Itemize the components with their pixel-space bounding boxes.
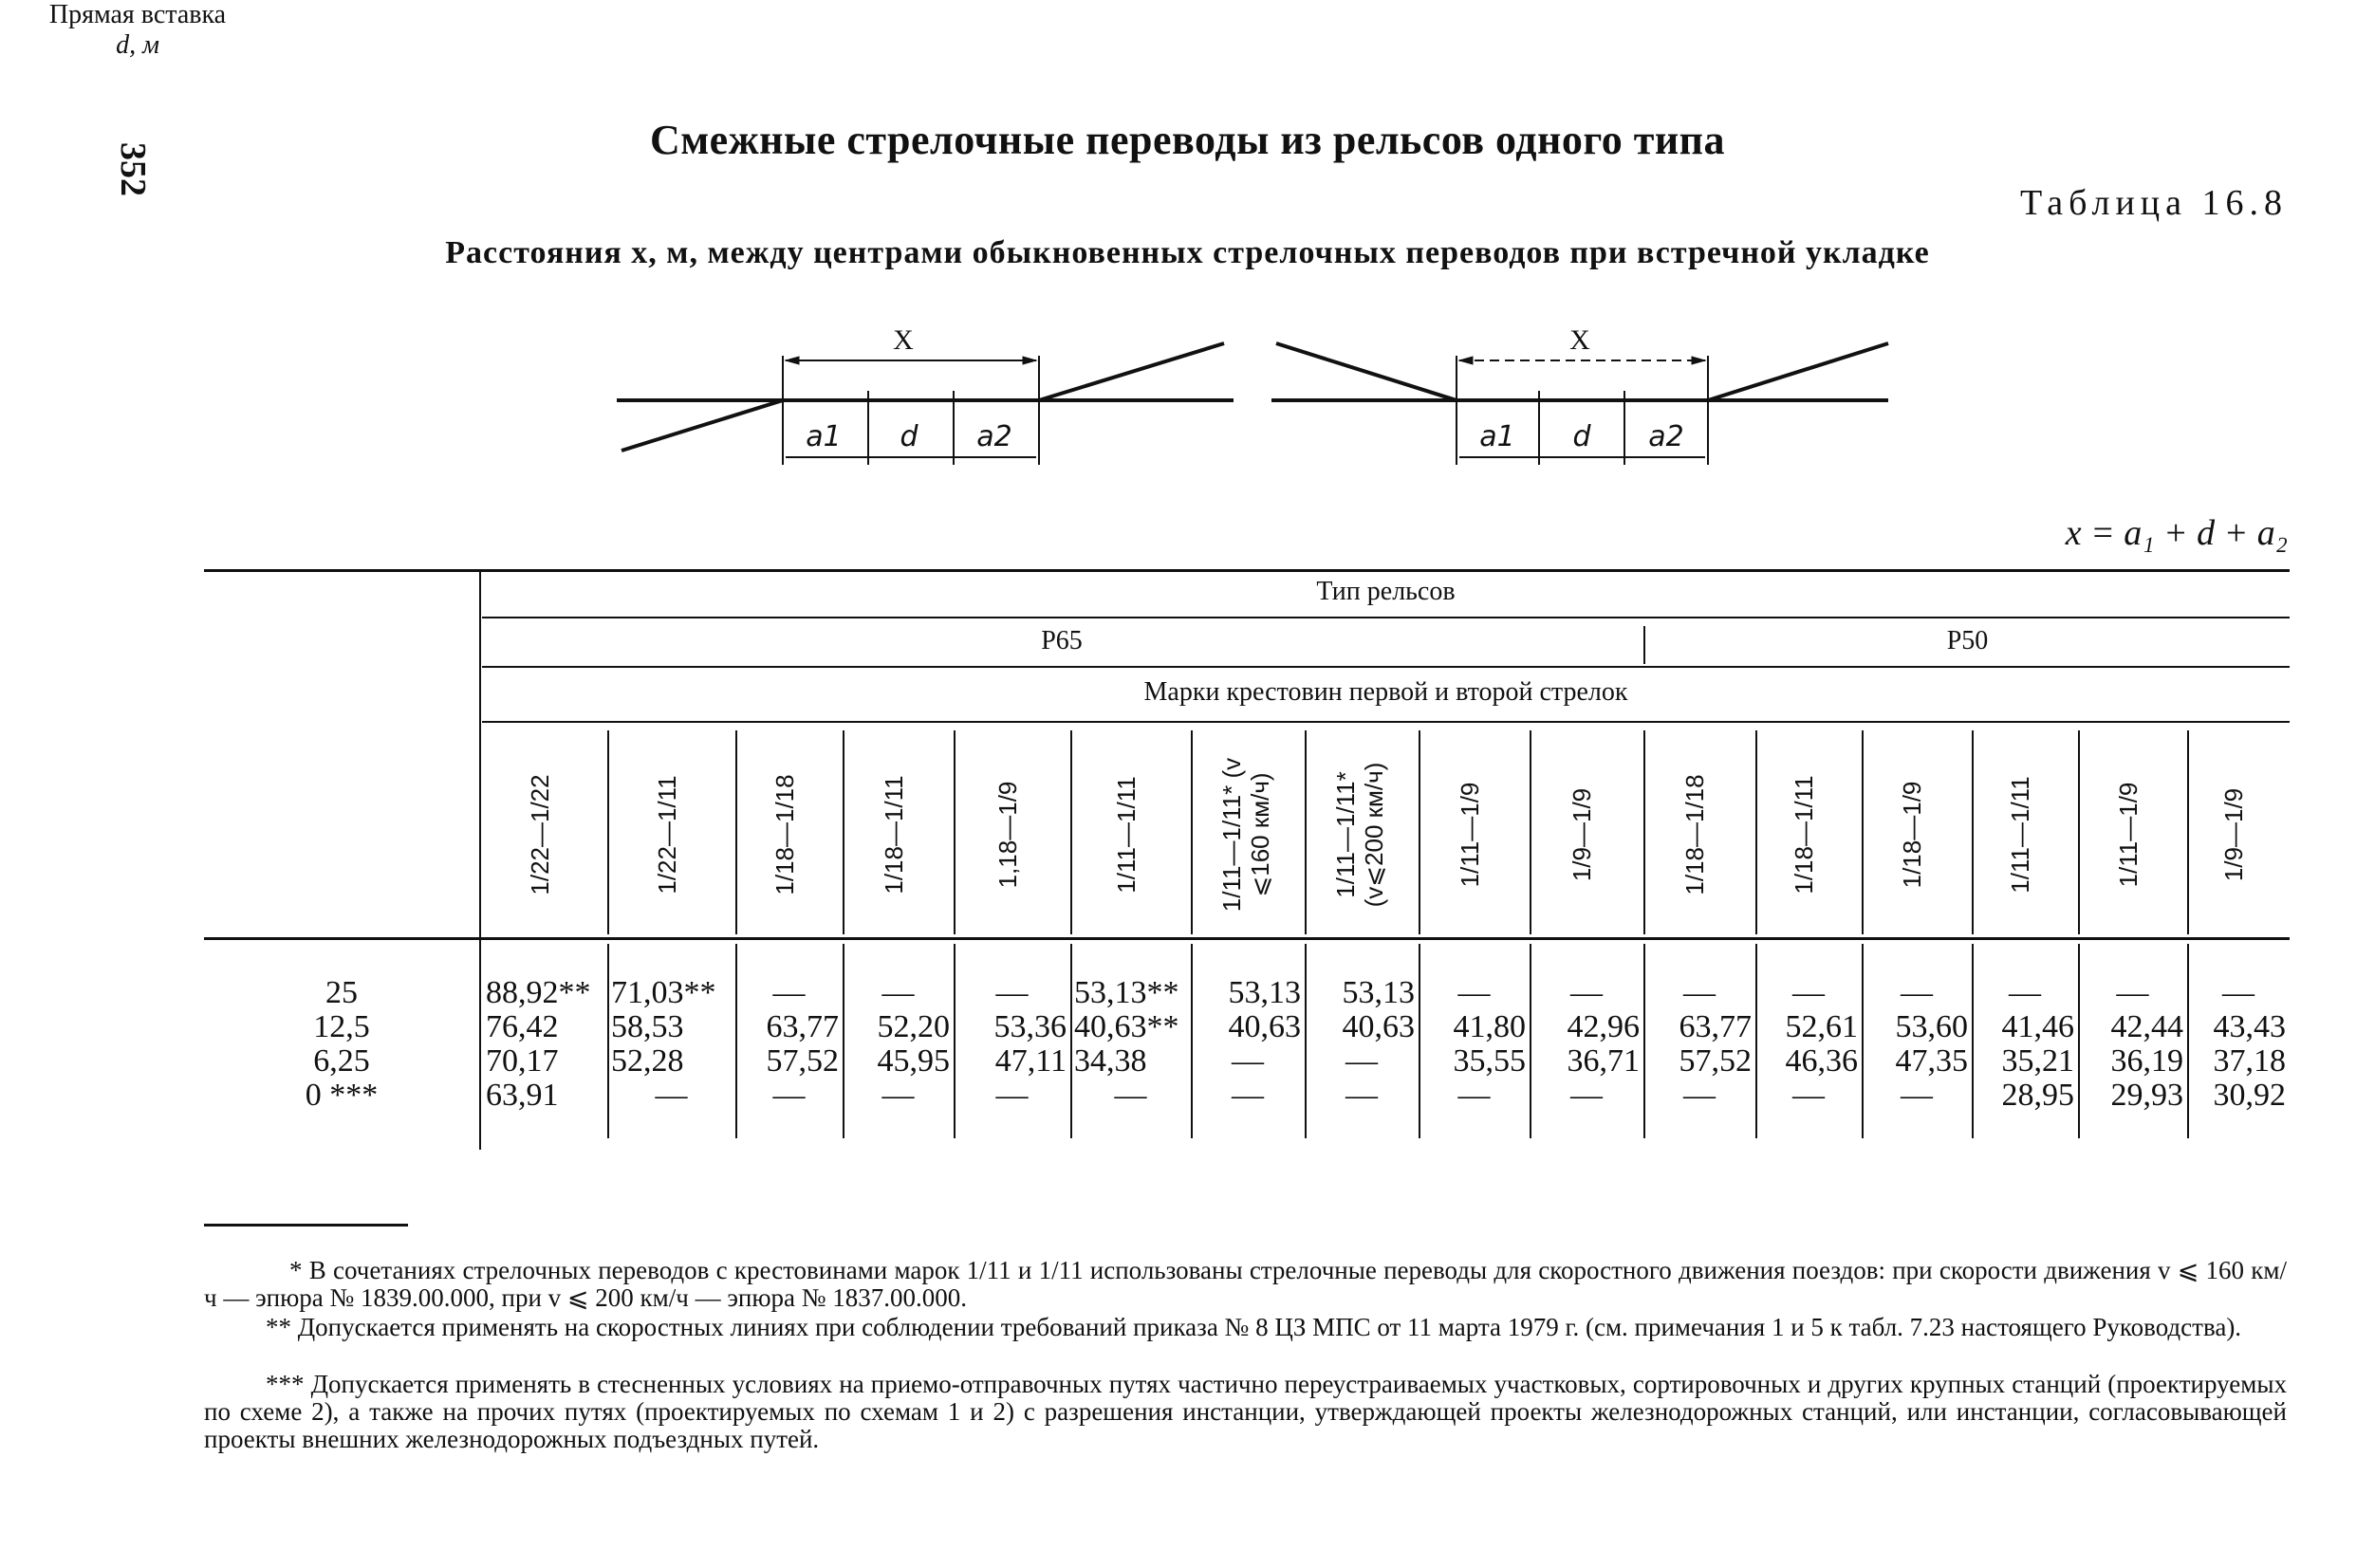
diagram-right-d-label: d bbox=[1572, 420, 1591, 453]
table-cell: — bbox=[1792, 1078, 1825, 1113]
column-header: 1/11—1/11 bbox=[1111, 776, 1141, 894]
group-header: Тип рельсов bbox=[1316, 577, 1456, 606]
column-header: 1/9—1/9 bbox=[1568, 787, 1596, 882]
diagram-right-a2-label: a2 bbox=[1648, 420, 1684, 453]
table-cell: — bbox=[995, 1078, 1029, 1113]
diagram-left-x-label: X bbox=[893, 324, 914, 356]
table-cell: 70,17 bbox=[486, 1043, 559, 1079]
table-cell: 57,52 bbox=[1679, 1043, 1752, 1079]
table-cell: 42,96 bbox=[1567, 1009, 1640, 1044]
stub-value: 25 bbox=[325, 975, 358, 1010]
table-cell: 71,03** bbox=[611, 975, 716, 1010]
table-cell: — bbox=[772, 975, 806, 1010]
column-divider bbox=[1530, 944, 1531, 1138]
table-cell: 36,71 bbox=[1567, 1043, 1640, 1079]
column-header: 1,18—1/9 bbox=[993, 781, 1022, 889]
column-header: 1/18—1/18 bbox=[1680, 774, 1709, 895]
column-header: 1/22—1/22 bbox=[526, 774, 554, 895]
table-cell: 35,55 bbox=[1453, 1043, 1526, 1079]
table-cell: — bbox=[881, 975, 915, 1010]
stub-value: 0 *** bbox=[305, 1078, 379, 1113]
diagram-right-x-label: X bbox=[1569, 324, 1590, 356]
column-divider bbox=[2078, 944, 2080, 1138]
stub-value: 12,5 bbox=[313, 1009, 370, 1044]
rail-type-r50: Р50 bbox=[1946, 626, 1989, 655]
column-divider bbox=[735, 730, 737, 934]
table-cell: — bbox=[881, 1078, 915, 1113]
table-cell: 76,42 bbox=[486, 1009, 559, 1044]
table-cell: 41,46 bbox=[2001, 1009, 2074, 1044]
column-divider bbox=[1972, 944, 1974, 1138]
table-cell: 29,93 bbox=[2110, 1078, 2183, 1113]
column-divider bbox=[1305, 730, 1307, 934]
column-divider bbox=[607, 944, 609, 1138]
footnote-3: *** Допускается применять в стесненных условиях на приемо-отправочных путях частично переустраиваемых участковых, сортировочных и других крупных станций (проектируемых по схеме 2), а также на прочих путях (проектируемых по схемам 1 и 2) с разрешения инстанции, утверждающей проекты железнодорожных станций, или инстанции, согласовывающей проекты внешних железнодорожных подъездных путей. bbox=[204, 1370, 2287, 1453]
column-divider bbox=[1070, 730, 1072, 934]
stub-header-line-2: d, м bbox=[116, 30, 159, 60]
table-cell: — bbox=[1570, 1078, 1603, 1113]
table-cell: 52,61 bbox=[1785, 1009, 1858, 1044]
column-divider bbox=[843, 730, 844, 934]
stub-value: 6,25 bbox=[313, 1043, 370, 1079]
column-header: 1/18—1/9 bbox=[1898, 781, 1926, 889]
column-header: 1/11—1/11* (v ⩽160 км/ч) bbox=[1217, 757, 1274, 913]
column-header: 1/11—1/9 bbox=[1455, 782, 1484, 888]
table-cell: — bbox=[1345, 1078, 1378, 1113]
table-cell: 47,11 bbox=[994, 1043, 1067, 1079]
column-header: 1/18—1/11 bbox=[879, 775, 908, 895]
page-number: 352 bbox=[113, 142, 153, 196]
column-divider bbox=[1862, 730, 1864, 934]
column-divider bbox=[1419, 944, 1420, 1138]
column-divider bbox=[1191, 730, 1193, 934]
footnote-rule bbox=[204, 1224, 408, 1227]
column-divider bbox=[1305, 944, 1307, 1138]
diagram-left bbox=[617, 343, 1234, 465]
column-divider bbox=[1643, 944, 1645, 1138]
footnote-1: * В сочетаниях стрелочных переводов с крестовинами марок 1/11 и 1/11 использованы стрелочные переводы для скоростного движения поездов: при скорости движения v ⩽ 160 км/ч — эпюра № 1839.00.000, при v ⩽ 200 км/ч — эпюра № 1837.00.000. bbox=[204, 1256, 2287, 1312]
diagram-left-a1-label: a1 bbox=[806, 420, 842, 453]
table-cell: 45,95 bbox=[877, 1043, 950, 1079]
diagram-right-a1-label: a1 bbox=[1479, 420, 1515, 453]
table-cell: — bbox=[995, 975, 1029, 1010]
stub-header bbox=[0, 0, 275, 61]
column-divider bbox=[954, 730, 956, 934]
table-cell: 53,36 bbox=[993, 1009, 1067, 1044]
table-cell: — bbox=[1457, 1078, 1491, 1113]
diagram-left-a2-label: a2 bbox=[976, 420, 1012, 453]
marks-header: Марки крестовин первой и второй стрелок bbox=[1143, 677, 1628, 707]
table-cell: — bbox=[1457, 975, 1491, 1010]
stub-header-line-1: Прямая вставка bbox=[48, 0, 227, 29]
table-header-rule bbox=[204, 937, 2290, 940]
stub-divider bbox=[479, 569, 481, 1150]
column-divider bbox=[2187, 944, 2189, 1138]
table-cell: 40,63** bbox=[1074, 1009, 1179, 1044]
column-divider bbox=[1755, 730, 1757, 934]
column-header: 1/11—1/11* (v⩽200 км/ч) bbox=[1331, 762, 1388, 908]
table-cell: — bbox=[1232, 1078, 1264, 1113]
column-divider bbox=[1070, 944, 1072, 1138]
table-cell: — bbox=[1901, 1078, 1933, 1113]
table-cell: 40,63 bbox=[1228, 1009, 1301, 1044]
table-cell: 53,13 bbox=[1342, 975, 1415, 1010]
table-cell: 47,35 bbox=[1895, 1043, 1968, 1079]
table-cell: 43,43 bbox=[2213, 1009, 2286, 1044]
rail-type-r65: Р65 bbox=[1041, 626, 1083, 655]
table-cell: — bbox=[1683, 1078, 1716, 1113]
table-cell: 37,18 bbox=[2213, 1043, 2286, 1079]
table-cell: 63,77 bbox=[766, 1009, 839, 1044]
table-cell: 42,44 bbox=[2110, 1009, 2183, 1044]
table-cell: — bbox=[1114, 1078, 1147, 1113]
table-cell: 40,63 bbox=[1342, 1009, 1415, 1044]
column-header: 1/18—1/18 bbox=[770, 774, 799, 895]
table-cell: — bbox=[1792, 975, 1825, 1010]
column-header: 1/22—1/11 bbox=[652, 775, 681, 895]
turnout-diagrams bbox=[0, 313, 2375, 484]
column-divider bbox=[1191, 944, 1193, 1138]
table-label: Таблица 16.8 bbox=[2019, 183, 2288, 223]
table-cell: — bbox=[655, 1078, 688, 1113]
column-header: 1/18—1/11 bbox=[1790, 775, 1818, 895]
table-cell: — bbox=[1345, 1043, 1378, 1079]
column-divider bbox=[1755, 944, 1757, 1138]
table-cell: — bbox=[2009, 975, 2041, 1010]
table-cell: 28,95 bbox=[2001, 1078, 2074, 1113]
column-header: 1/11—1/9 bbox=[2113, 782, 2143, 888]
table-cell: 46,36 bbox=[1785, 1043, 1858, 1079]
table-rule bbox=[482, 617, 2290, 618]
table-rule bbox=[482, 721, 2290, 723]
table-cell: — bbox=[2222, 975, 2254, 1010]
table-cell: — bbox=[772, 1078, 806, 1113]
table-cell: 30,92 bbox=[2213, 1078, 2286, 1113]
table-rule bbox=[482, 666, 2290, 668]
column-divider bbox=[1643, 730, 1645, 934]
column-divider bbox=[1862, 944, 1864, 1138]
table-cell: 57,52 bbox=[766, 1043, 839, 1079]
column-divider bbox=[607, 730, 609, 934]
table-cell: 88,92** bbox=[486, 975, 591, 1010]
table-cell: 53,13** bbox=[1074, 975, 1179, 1010]
table-cell: 52,28 bbox=[611, 1043, 684, 1079]
table-cell: 36,19 bbox=[2110, 1043, 2183, 1079]
column-divider bbox=[1419, 730, 1420, 934]
column-divider bbox=[1972, 730, 1974, 934]
column-header: 1/9—1/9 bbox=[2219, 787, 2248, 882]
column-divider bbox=[1530, 730, 1531, 934]
table-top-rule bbox=[204, 569, 2290, 572]
column-divider bbox=[954, 944, 956, 1138]
table-cell: — bbox=[2116, 975, 2149, 1010]
formula: x = a₁ + d + a₂ bbox=[2065, 513, 2288, 553]
table-cell: 34,38 bbox=[1074, 1043, 1147, 1079]
column-divider bbox=[735, 944, 737, 1138]
footnote-2: ** Допускается применять на скоростных линиях при соблюдении требований приказа № 8 ЦЗ МПС от 11 марта 1979 г. (см. примечания 1 и 5 к табл. 7.23 настоящего Руководства). bbox=[266, 1313, 2242, 1341]
table-cell: 41,80 bbox=[1453, 1009, 1526, 1044]
column-header: 1/11—1/11 bbox=[2006, 776, 2034, 894]
table-cell: 58,53 bbox=[611, 1009, 684, 1044]
column-divider bbox=[2187, 730, 2189, 934]
table-cell: — bbox=[1232, 1043, 1264, 1079]
table-cell: — bbox=[1683, 975, 1716, 1010]
table-cell: 53,60 bbox=[1895, 1009, 1968, 1044]
table-caption: Расстояния x, м, между центрами обыкновенных стрелочных переводов при встречной укладке bbox=[445, 235, 1930, 270]
table-cell: — bbox=[1570, 975, 1603, 1010]
table-cell: 63,91 bbox=[486, 1078, 559, 1113]
table-cell: 35,21 bbox=[2001, 1043, 2074, 1079]
diagram-left-d-label: d bbox=[900, 420, 918, 453]
table-cell: 52,20 bbox=[877, 1009, 950, 1044]
table-cell: 53,13 bbox=[1228, 975, 1301, 1010]
column-divider bbox=[843, 944, 844, 1138]
table-cell: — bbox=[1901, 975, 1933, 1010]
table-cell: 63,77 bbox=[1679, 1009, 1752, 1044]
column-divider bbox=[2078, 730, 2080, 934]
page-title: Смежные стрелочные переводы из рельсов одного типа bbox=[649, 117, 1726, 163]
